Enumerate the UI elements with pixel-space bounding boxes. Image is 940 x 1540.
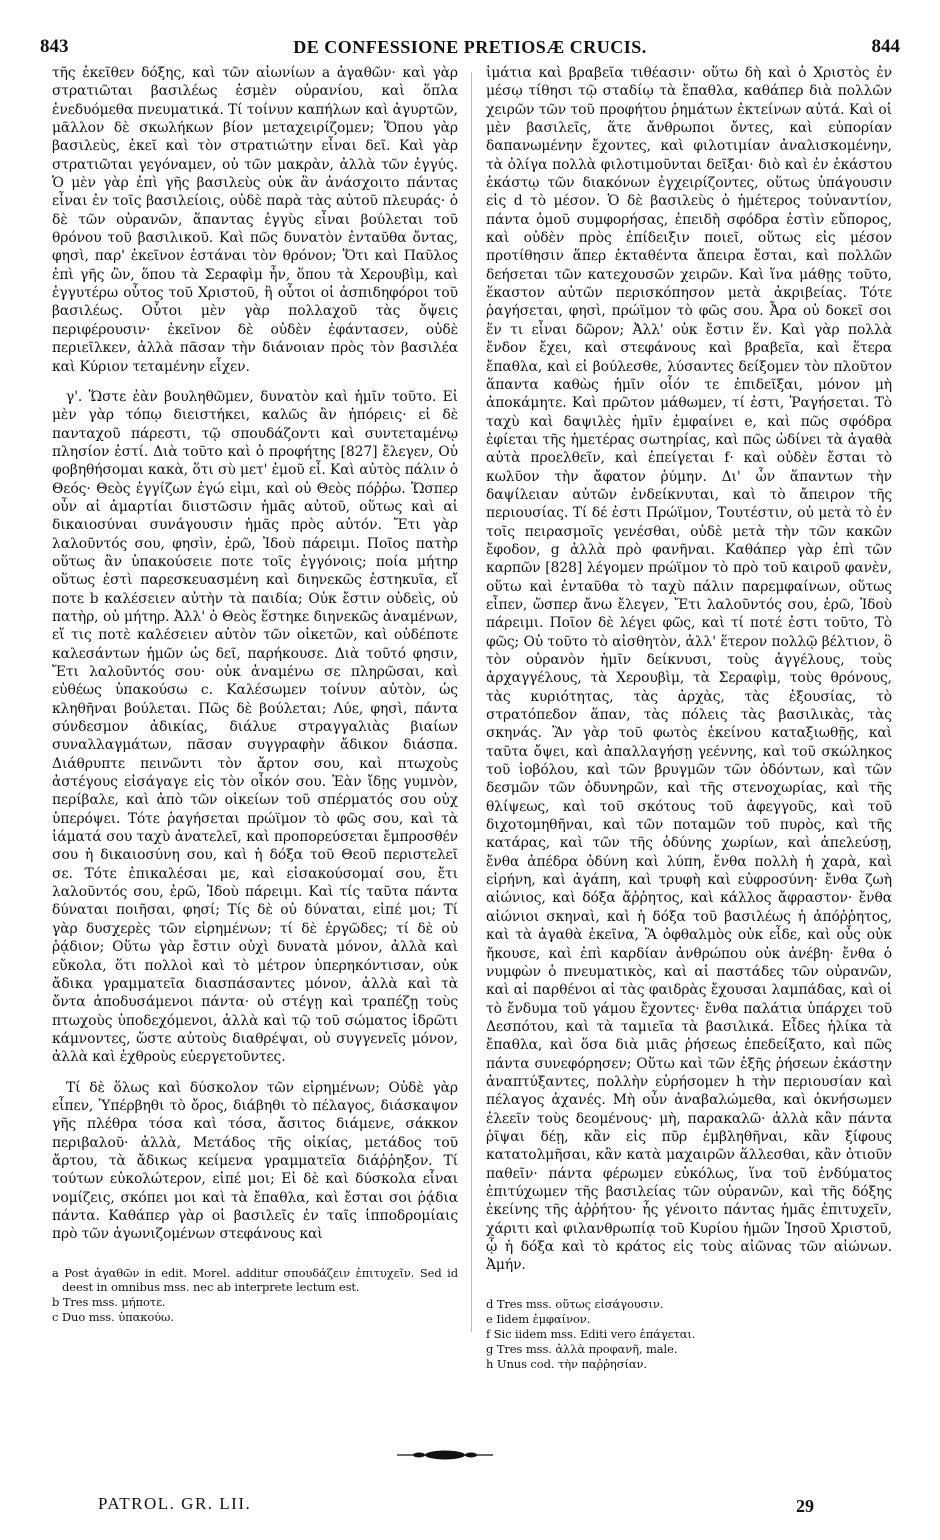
paragraph: τῆς ἐκεῖθεν δόξης, καὶ τῶν αἰωνίων a ἀγαθῶν· καὶ γὰρ στρατιῶται βασιλέως ἐσμὲν οὐρανίου, καὶ ὅπλα ἐνεδυόμεθα πνευματικά. Τί τοίνυν καπήλων καὶ ἀγυρτῶν, μᾶλλον δὲ σκωλήκων βίον μεταχειρίζομεν; Ὅπου γὰρ βασιλεὺς, ἐκεῖ καὶ τὸν στρατιώτην εἶναι δεῖ. Καὶ γὰρ στρατιῶται γεγόναμεν, οὐ τῶν μακρὰν, ἀλλὰ τῶν ἐγγύς. Ὁ μὲν γὰρ ἐπὶ γῆς βασιλεὺς οὐκ ἂν ἀνάσχοιτο πάντας εἶναι ἐν τοῖς βασιλείοις, οὐδὲ παρὰ τὰς αὐτοῦ πλευράς· ὁ δὲ τῶν οὐρανῶν, ἅπαντας ἐγγὺς εἶναι βούλεται τοῦ θρόνου τοῦ βασιλικοῦ. Καὶ πῶς δυνατὸν ἐνταῦθα ὄντας, φησὶ, παρ' ἐκεῖνον ἑστάναι τὸν θρόνον; Ὅτι καὶ Παῦλος ἐπὶ γῆς ὢν, ὅπου τὰ Σεραφὶμ ἦν, ὅπου τὰ Χερουβὶμ, καὶ ἐγγυτέρω οὗτος τοῦ Χριστοῦ, ἢ οὗτοι οἱ ἀσπιδηφόροι τοῦ βασιλέως. Οὗτοι μὲν γὰρ πολλαχοῦ τὰς ὄψεις περιφέρουσιν· ἐκεῖνον δὲ οὐδὲν ἐφάντασεν, οὐδὲ περιεῖλκεν, ἀλλὰ πᾶσαν τὴν διάνοιαν πρὸς τὸν βασιλέα καὶ Κύριον τεταμένην εἶχεν. (52, 65, 458, 375)
page-number-right: 844 (871, 36, 900, 57)
footnote-f: f Sic iidem mss. Editi vero ἐπάγεται. (486, 1326, 696, 1341)
page-header (40, 34, 900, 60)
paragraph: ἱμάτια καὶ βραβεῖα τιθέασιν· οὕτω δὴ καὶ ὁ Χριστὸς ἐν μέσῳ τίθησι τῷ σταδίῳ τὰ ἔπαθλα, καθάπερ διὰ πολλῶν χειρῶν τῶν τοῦ προφήτου ῥημάτων ἐκτείνων αὐτά. Καὶ οἱ μὲν βασιλεῖς, ἅτε ἄνθρωποι ὄντες, καὶ εὐπορίαν δαπανωμένην ἔχοντες, καὶ φιλοτιμίαν ἀναλισκομένην, τὰ ὀλίγα πολλὰ φιλοτιμοῦνται δεῖξαι· διὸ καὶ ἐν ἑκάστου ἑκάστῳ τῶν διακόνων ἐγχειρίζοντες, οὕτως ὑπάγουσιν εἰς d τὸ μέσον. Ὁ δὲ βασιλεὺς ὁ ἡμέτερος τοὐναντίον, πάντα ὁμοῦ συμφορήσας, ἐπειδὴ σφόδρα ἐστὶν εὔπορος, καὶ οὐδὲν πρὸς ἐπίδειξιν ποιεῖ, οὕτως εἰς μέσον προτίθησιν ἅπερ ἐκταθέντα ἄπειρα ἔσται, καὶ πολλῶν δεήσεται τῶν κατεχουσῶν χειρῶν. Καὶ ἵνα μάθῃς τοῦτο, ἕκαστον αὐτῶν περισκόπησον μετὰ ἀκριβείας. Τότε ῥαγήσεται, φησὶ, πρώϊμον τὸ φῶς σου. Ἆρα οὐ δοκεῖ σοι ἕν τι εἶναι δῶρον; Ἀλλ' οὐκ ἔστιν ἕν. Καὶ γὰρ πολλὰ ἔνδον ἔχει, καὶ στεφάνους καὶ βραβεῖα, καὶ ἕτερα ἔπαθλα, καὶ εἰ βούλεσθε, λύσαντες δείξομεν τὸν πλοῦτον ἅπαντα καθὼς ἡμῖν οἷόν τε ἐπιδεῖξαι, μόνον μὴ ἀποκάμητε. Καὶ πρῶτον μάθωμεν, τί ἐστι, Ῥαγήσεται. Τὸ ταχὺ καὶ δαψιλὲς ἡμῖν ἐμφαίνει e, καὶ πῶς σφόδρα ἐφίεται τῆς ἡμετέρας σωτηρίας, καὶ πῶς ὠδίνει τὰ ἀγαθὰ αὐτὰ προελθεῖν, καὶ ἐπείγεται f· καὶ οὐδὲν ἔσται τὸ κωλῦον τὴν ἄφατον ῥύμην. Δι' ὧν ἅπαντων τὴν δαψίλειαν αὐτῶν ἐνδείκνυται, καὶ τὸ ἄπειρον τῆς περιουσίας. Τί δέ ἐστι Πρώϊμον, Τουτέστιν, οὐ μετὰ τὸ ἐν τοῖς πειρασμοῖς γενέσθαι, οὐδὲ μετὰ τὴν τῶν κακῶν ἔφοδον, g ἀλλὰ πρὸ φανῆναι. Καθάπερ γὰρ ἐπὶ τῶν καρπῶν [828] λέγομεν πρώϊμον τὸ πρὸ τοῦ καιροῦ φανὲν, οὕτω καὶ ἐνταῦθα τὸ ταχὺ πάλιν παρεμφαίνων, οὕτως εἶπεν, ὥσπερ ἄνω ἔλεγεν, Ἔτι λαλοῦντός σου, ἐρῶ, Ἰδοὺ πάρειμι. Ποῖον δὲ λέγει φῶς, καὶ τί ποτέ ἐστι τοῦτο, Τὸ φῶς; Οὐ τοῦτο τὸ αἰσθητὸν, ἀλλ' ἕτερον πολλῷ βέλτιον, ὃ τὸν οὐρανὸν ἡμῖν δείκνυσι, τοὺς ἀγγέλους, τοὺς ἀρχαγγέλους, τὰ Χερουβὶμ, τὰ Σεραφὶμ, τοὺς θρόνους, τὰς κυριότητας, τὰς ἀρχὰς, τὰς ἐξουσίας, τὸ στρατόπεδον ἅπαν, τὰς πόλεις τὰς βασιλικὰς, τὰς σκηνάς. Ἂν γὰρ τοῦ φωτὸς ἐκείνου καταξιωθῇς, καὶ ταῦτα ὄψει, καὶ ἀπαλλαγήσῃ γεέννης, καὶ τοῦ σκώληκος τοῦ ἰοβόλου, καὶ τῶν βρυγμῶν τῶν ὀδόντων, καὶ τῶν δεσμῶν τῶν ὀδυνηρῶν, καὶ τῆς στενοχωρίας, καὶ τῆς θλίψεως, καὶ τοῦ σκότους τοῦ ἀφεγγοῦς, καὶ τοῦ διχοτομηθῆναι, καὶ τῶν ποταμῶν τοῦ πυρὸς, καὶ τῆς κατάρας, καὶ τῶν τῆς ὀδύνης χωρίων, καὶ ἀπελεύσῃ, ἔνθα ἀπέδρα ὀδύνη καὶ λύπη, ἔνθα πολλὴ ἡ χαρὰ, καὶ εἰρήνη, καὶ ἀγάπη, καὶ τρυφὴ καὶ εὐφροσύνη· ἔνθα ζωὴ αἰώνιος, καὶ δόξα ἄῤῥητος, καὶ κάλλος ἄφραστον· ἔνθα αἰώνιοι σκηναὶ, καὶ ἡ δόξα τοῦ βασιλέως ἡ ἀπόῤῥητος, καὶ τὰ ἀγαθὰ ἐκεῖνα, Ἃ ὀφθαλμὸς οὐκ εἶδε, καὶ οὖς οὐκ ἤκουσε, καὶ ἐπὶ καρδίαν ἀνθρώπου οὐκ ἀνέβη· ἔνθα ὁ νυμφὼν ὁ πνευματικὸς, καὶ αἱ παστάδες τῶν οὐρανῶν, καὶ αἱ παρθένοι αἱ τὰς φαιδρὰς ἔχουσαι λαμπάδας, καὶ οἱ τὸ ἔνδυμα τοῦ γάμου ἔχοντες· ἔνθα παλάτια ὑπάρχει τοῦ Δεσπότου, καὶ τὰ ταμιεῖα τὰ βασιλικά. Εἶδες ἡλίκα τὰ ἔπαθλα, καὶ ὅσα διὰ μιᾶς ῥήσεως ἐπεδείξατο, καὶ πῶς πάντα συνεφόρησεν; Οὕτω καὶ τῶν ἐξῆς ῥήσεων ἑκάστην ἀναπτύξαντες, πολλὴν εὑρήσομεν h τὴν περιουσίαν καὶ πέλαγος ἀχανές. Μὴ οὖν ἀναβαλώμεθα, καὶ ὀκνήσωμεν ἐλεεῖν τοὺς δεομένους· μὴ, παρακαλῶ· ἀλλὰ κἂν πάντα ῥῖψαι δέῃ, κἂν εἰς πῦρ ἐμβληθῆναι, κἂν ξίφους κατατολμῆσαι, κἂν κατὰ μαχαιρῶν ἅλλεσθαι, κἂν ὁτιοῦν παθεῖν· πάντα φέρωμεν εὐκόλως, ἵνα τοῦ ἐνδύματος ἐπιτύχωμεν τῆς βασιλείας τῶν οὐρανῶν, καὶ τῆς δόξης ἐκείνης τῆς ἀῤῥήτου· ἧς γένοιτο πάντας ἡμᾶς ἐπιτυχεῖν, χάριτι καὶ φιλανθρωπίᾳ τοῦ Κυρίου ἡμῶν Ἰησοῦ Χριστοῦ, ᾧ ἡ δόξα καὶ τὸ κράτος εἰς τοὺς αἰῶνας τῶν αἰώνων. Ἀμήν. (486, 65, 892, 1274)
paragraph: Τί δὲ ὅλως καὶ δύσκολον τῶν εἰρημένων; Οὐδὲ γὰρ εἶπεν, Ὑπέρβηθι τὸ ὄρος, διάβηθι τὸ πέλαγος, διάσκαψον γῆς πλέθρα τόσα καὶ τόσα, ἄσιτος διάμενε, σάκκον περιβαλοῦ· ἀλλὰ, Μετάδος τῆς οἰκίας, μετάδος τοῦ ἄρτου, τὰ ἄδικως κείμενα γραμματεῖα διάῤῥηξον. Τί τούτων εὐκολώτερον, εἰπέ μοι; Εἰ δὲ καὶ δύσκολα εἶναι νομίζεις, σκόπει μοι καὶ τὰ ἔπαθλα, καὶ ἔσται σοι ῥᾴδια πάντα. Καθάπερ γὰρ οἱ βασιλεῖς ἐν ταῖς ἱπποδρομίαις πρὸ τῶν ἀγωνιζομένων στεφάνους καὶ (52, 1079, 458, 1243)
footnote-g: g Tres mss. ἀλλὰ προφανῆ, male. (486, 1341, 678, 1356)
footnote-d: d Tres mss. οὕτως εἰσάγουσιν. (486, 1296, 664, 1311)
footnote-h: h Unus cod. τὴν παῤῥησίαν. (486, 1356, 647, 1371)
footer-series: PATROL. GR. LII. (98, 1494, 252, 1513)
footnotes-left (52, 1260, 458, 1324)
footnote-c: c Duo mss. ὑπακούω. (52, 1309, 174, 1324)
paragraph-section-3: γ'. Ὥστε ἐὰν βουληθῶμεν, δυνατὸν καὶ ἡμῖν τοῦτο. Εἰ μὲν γὰρ τόπῳ διειστήκει, καλῶς ἂν ἠπόρεις· εἰ δὲ πανταχοῦ πάρεστι, τῷ σπουδάζοντι καὶ συντεταμένῳ πλησίον ἐστί. Διὰ τοῦτο καὶ ὁ προφήτης [827] ἔλεγεν, Οὐ φοβηθήσομαι κακὰ, ὅτι σὺ μετ' ἐμοῦ εἶ. Καὶ αὐτὸς πάλιν ὁ Θεός· Θεὸς ἐγγίζων ἐγώ εἰμι, καὶ οὐ Θεὸς πόῤῥω. Ὥσπερ οὖν αἱ ἁμαρτίαι διιστῶσιν ἡμᾶς αὐτοῦ, οὕτως καὶ αἱ δικαιοσύναι συνάγουσιν ἡμᾶς πρὸς αὐτόν. Ἔτι γὰρ λαλοῦντός σου, φησὶν, ἐρῶ, Ἰδοὺ πάρειμι. Ποῖος πατὴρ οὕτως ἂν ὑπακούσειε ποτε τοῖς ἐγγόνοις; ποία μήτηρ οὕτως ἐστὶ παρεσκευασμένη καὶ διηνεκῶς ἑστηκυῖα, εἴ ποτε b καλέσειεν αὐτὴν τὰ παιδία; Οὐκ ἔστιν οὐδεὶς, οὐ πατὴρ, οὐ μήτηρ. Ἀλλ' ὁ Θεὸς ἕστηκε διηνεκῶς ἀναμένων, εἴ τις ποτὲ καλέσειεν αὐτὸν τῶν οἰκετῶν, καὶ οὐδέποτε καλεσάντων ἡμῶν ὡς δεῖ, παρήκουσε. Διὰ τοῦτό φησιν, Ἔτι λαλοῦντός σου· οὐκ ἀναμένω σε πληρῶσαι, καὶ εὐθέως ὑπακούσω c. Καλέσωμεν τοίνυν αὐτὸν, ὡς κληθῆναι βούλεται. Πῶς δὲ βούλεται; Λύε, φησὶ, πάντα σύνδεσμον ἀδικίας, διάλυε στραγγαλιὰς βιαίων συναλλαγμάτων, πᾶσαν συγγραφὴν ἄδικον διάσπα. Διάθρυπτε πεινῶντι τὸν ἄρτον σου, καὶ πτωχοὺς ἀστέγους εἰσάγαγε εἰς τὸν οἶκόν σου. Ἐὰν ἴδῃς γυμνὸν, περίβαλε, καὶ ἀπὸ τῶν οἰκείων τοῦ σπέρματός σου οὐχ ὑπερόψει. Τότε ῥαγήσεται πρώϊμον τὸ φῶς σου, καὶ τὰ ἰάματά σου ταχὺ ἀνατελεῖ, καὶ προπορεύσεται ἔμπροσθέν σου ἡ δικαιοσύνη σου, καὶ ἡ δόξα τοῦ Θεοῦ περιστελεῖ σε. Τότε ἐπικαλέσαι με, καὶ εἰσακούσομαί σου, ἔτι λαλοῦντός σου, ἐρῶ, Ἰδοὺ πάρειμι. Καὶ τίς ταῦτα πάντα δύναται ποιῆσαι, φησί; Τίς δὲ οὐ δύναται, εἰπέ μοι; Τί γὰρ δυσχερὲς τῶν εἰρημένων; τί δὲ ἐργῶδες; τί δὲ οὐ ῥᾴδιον; Οὕτω γὰρ ἔστιν οὐχὶ δυνατὰ μόνον, ἀλλὰ καὶ εὔκολα, ὅτι πολλοὶ καὶ τὸ μέτρον ὑπερηκόντισαν, οὐκ ἄδικα γραμματεῖα διασπάσαντες μόνον, ἀλλὰ καὶ τὰ ὄντα ἀποδυσάμενοι πάντα· οὐ στέγῃ καὶ τραπέζῃ τοὺς πτωχοὺς ὑποδεχόμενοι, ἀλλὰ καὶ τῷ τοῦ σώματος ἱδρῶτι κάμνοντες, ὥστε αὐτοὺς διαθρέψαι, οὐ συγγενεῖς μόνον, ἀλλὰ καὶ ἐχθροὺς εὐεργετοῦντες. (52, 388, 458, 1066)
footer-signature: 29 (796, 1496, 814, 1516)
ornament-divider (395, 1448, 495, 1462)
footnote-b: b Tres mss. μήποτε. (52, 1294, 166, 1309)
column-separator (471, 72, 472, 1332)
text-columns (52, 64, 890, 1429)
page-number-left: 843 (40, 36, 69, 57)
footnote-e: e Iidem ἐμφαίνον. (486, 1311, 591, 1326)
running-title: DE CONFESSIONE PRETIOSÆ CRUCIS. (293, 36, 647, 57)
left-column (52, 64, 458, 1325)
right-column (486, 64, 892, 1372)
footnotes-right (486, 1291, 892, 1371)
footnote-a: a Post ἀγαθῶν in edit. Morel. additur σπουδάζειν ἐπιτυχεῖν. Sed id deest in omnibus mss. nec ab interprete lectum est. (52, 1265, 458, 1294)
